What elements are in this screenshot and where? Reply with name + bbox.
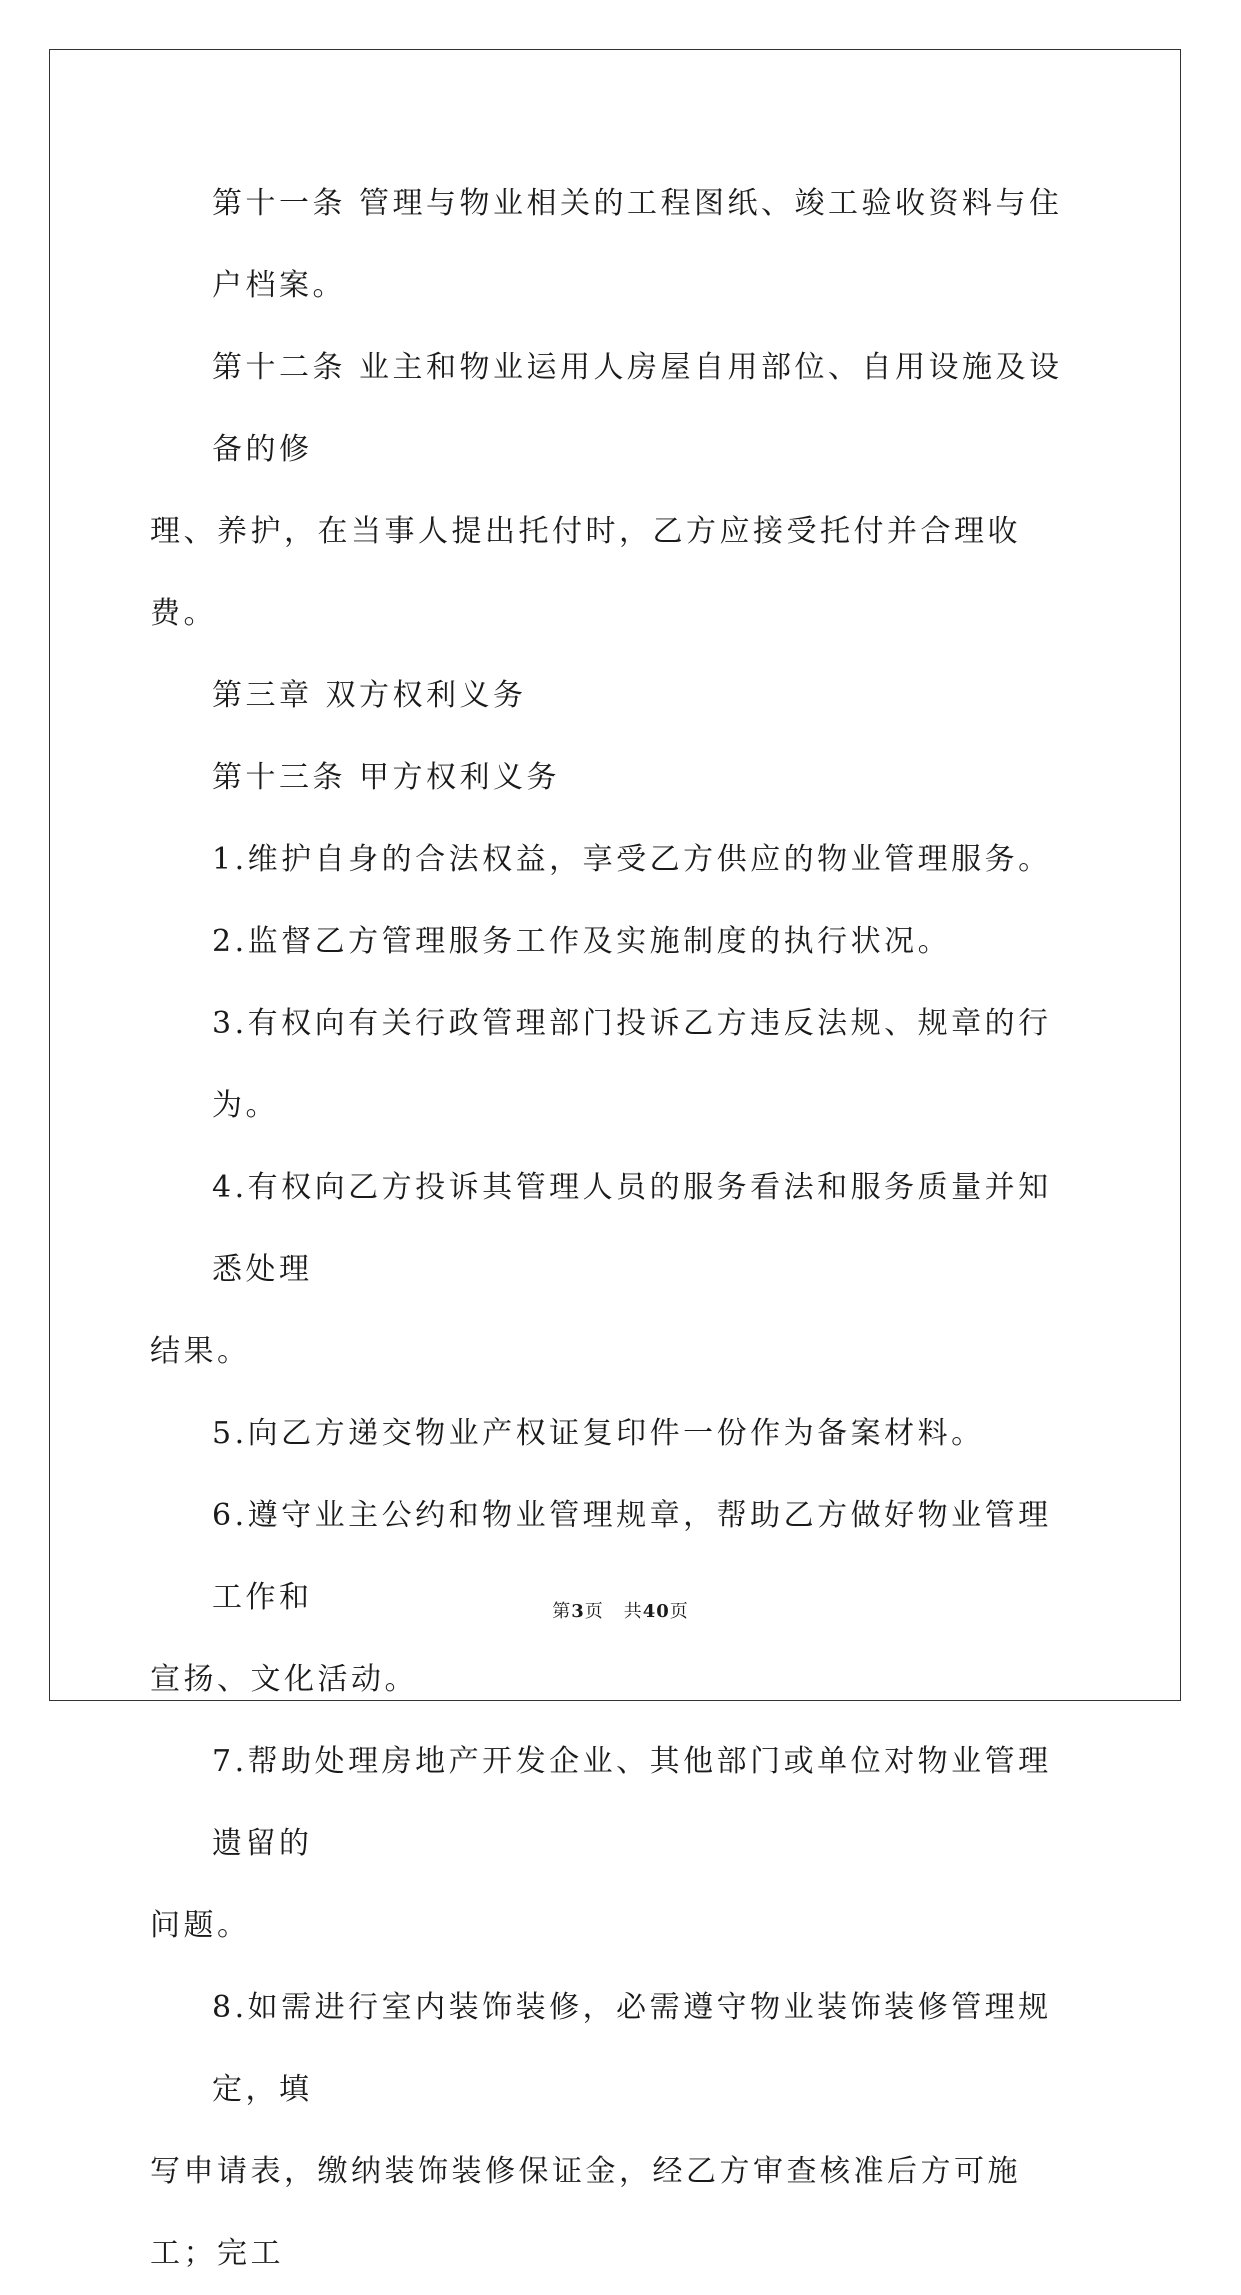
paragraph-article-12 — [150, 327, 1080, 655]
chapter-heading — [150, 655, 1080, 737]
text-line: 写申请表，缴纳装饰装修保证金，经乙方审查核准后方可施工；完工 — [150, 2154, 1021, 2271]
page-number: 3 — [571, 1601, 585, 1622]
list-item-2 — [150, 901, 1080, 983]
text-line: 3.有权向有关行政管理部门投诉乙方违反法规、规章的行为。 — [212, 1006, 1052, 1123]
list-item-1 — [150, 819, 1080, 901]
document-body — [150, 163, 1080, 2295]
text-line: 7.帮助处理房地产开发企业、其他部门或单位对物业管理遗留的 — [212, 1744, 1052, 1861]
text-line: 1.维护自身的合法权益，享受乙方供应的物业管理服务。 — [212, 842, 1052, 877]
page-footer — [0, 1597, 1241, 1623]
text-line: 结果。 — [150, 1334, 251, 1369]
total-prefix: 共 — [623, 1601, 643, 1622]
page-suffix: 页 — [584, 1601, 604, 1622]
text-line: 第十二条 业主和物业运用人房屋自用部位、自用设施及设备的修 — [212, 350, 1063, 467]
text-line: 第三章 双方权利义务 — [212, 678, 527, 713]
article-13-heading — [150, 737, 1080, 819]
list-item-7 — [150, 1721, 1080, 1967]
page-prefix: 第 — [552, 1601, 572, 1622]
text-line: 8.如需进行室内装饰装修，必需遵守物业装饰装修管理规定，填 — [212, 1990, 1052, 2107]
text-line: 理、养护，在当事人提出托付时，乙方应接受托付并合理收费。 — [150, 514, 1021, 631]
list-item-5 — [150, 1393, 1080, 1475]
list-item-3 — [150, 983, 1080, 1147]
text-line: 第十一条 管理与物业相关的工程图纸、竣工验收资料与住户档案。 — [212, 186, 1063, 303]
text-line: 第十三条 甲方权利义务 — [212, 760, 561, 795]
total-suffix: 页 — [669, 1601, 689, 1622]
total-pages: 40 — [642, 1601, 670, 1622]
paragraph-article-11 — [150, 163, 1080, 327]
text-line: 问题。 — [150, 1908, 251, 1943]
list-item-8 — [150, 1967, 1080, 2295]
text-line: 4.有权向乙方投诉其管理人员的服务看法和服务质量并知悉处理 — [212, 1170, 1052, 1287]
text-line: 5.向乙方递交物业产权证复印件一份作为备案材料。 — [212, 1416, 985, 1451]
text-line: 6.遵守业主公约和物业管理规章，帮助乙方做好物业管理工作和 — [212, 1498, 1052, 1615]
text-line: 2.监督乙方管理服务工作及实施制度的执行状况。 — [212, 924, 952, 959]
text-line: 宣扬、文化活动。 — [150, 1662, 418, 1697]
list-item-4 — [150, 1147, 1080, 1393]
